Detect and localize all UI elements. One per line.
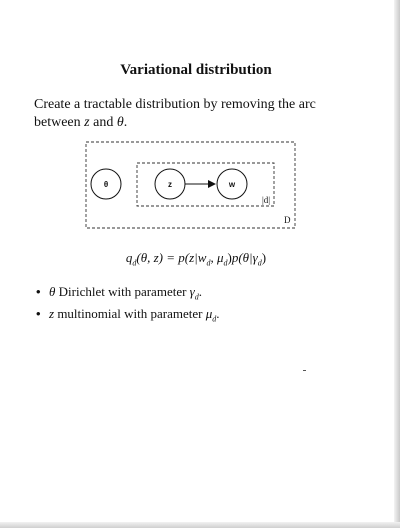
bullet-theta-end: . — [198, 284, 203, 299]
formula-p1: p — [178, 250, 185, 265]
bullet-z-symbol: z — [49, 306, 55, 321]
bullet-gamma-symbol: γ — [189, 284, 195, 299]
graphical-model-diagram — [0, 0, 400, 240]
bullet-mu-symbol: μ — [205, 306, 213, 321]
outer-plate-label: D — [284, 215, 291, 225]
theta-node-label: θ — [103, 180, 109, 189]
bullet-z-end: . — [216, 306, 220, 321]
formula-mu: , μ — [210, 250, 224, 265]
z-node-label: z — [168, 180, 172, 189]
intro-between: between — [34, 115, 85, 130]
intro-line-1: Create a tractable distribution by removing the arc — [34, 97, 316, 112]
formula-p1-args: (z|w — [184, 250, 207, 265]
bullet-mu-subscript: d — [212, 314, 217, 324]
scan-edge-bottom — [0, 522, 400, 528]
formula-mu-subscript: d — [223, 258, 228, 268]
formula-close-2: ) — [261, 250, 267, 265]
formula-gamma-subscript: d — [257, 258, 262, 268]
bullet-theta-symbol: θ — [49, 284, 56, 299]
inner-plate-label: |d| — [262, 195, 271, 205]
intro-period: . — [123, 115, 128, 130]
w-node-label: w — [228, 180, 236, 189]
formula-q: q — [125, 250, 133, 265]
bullet-list — [36, 282, 356, 326]
bullet-z-multinomial — [36, 304, 356, 326]
intro-theta-symbol: θ — [116, 115, 124, 130]
scan-speck — [303, 370, 306, 371]
formula-lhs-args: (θ, z) = — [136, 250, 179, 265]
formula-p2-args: (θ|γ — [238, 250, 258, 265]
formula-p2: p — [231, 250, 239, 265]
bullet-gamma-subscript: d — [194, 292, 199, 302]
bullet-z-text: multinomial with parameter — [54, 306, 206, 321]
intro-and: and — [89, 115, 117, 130]
intro-z-symbol: z — [84, 115, 90, 130]
variational-formula — [0, 250, 392, 268]
formula-w-subscript: d — [206, 258, 211, 268]
bullet-theta-dirichlet — [36, 282, 356, 304]
formula-q-subscript: d — [132, 258, 137, 268]
formula-close-1: ) — [227, 250, 232, 265]
bullet-dot: • — [36, 284, 41, 299]
slide-title: Variational distribution — [120, 62, 272, 78]
bullet-dot: • — [36, 306, 41, 321]
bullet-theta-text: Dirichlet with parameter — [55, 284, 190, 299]
